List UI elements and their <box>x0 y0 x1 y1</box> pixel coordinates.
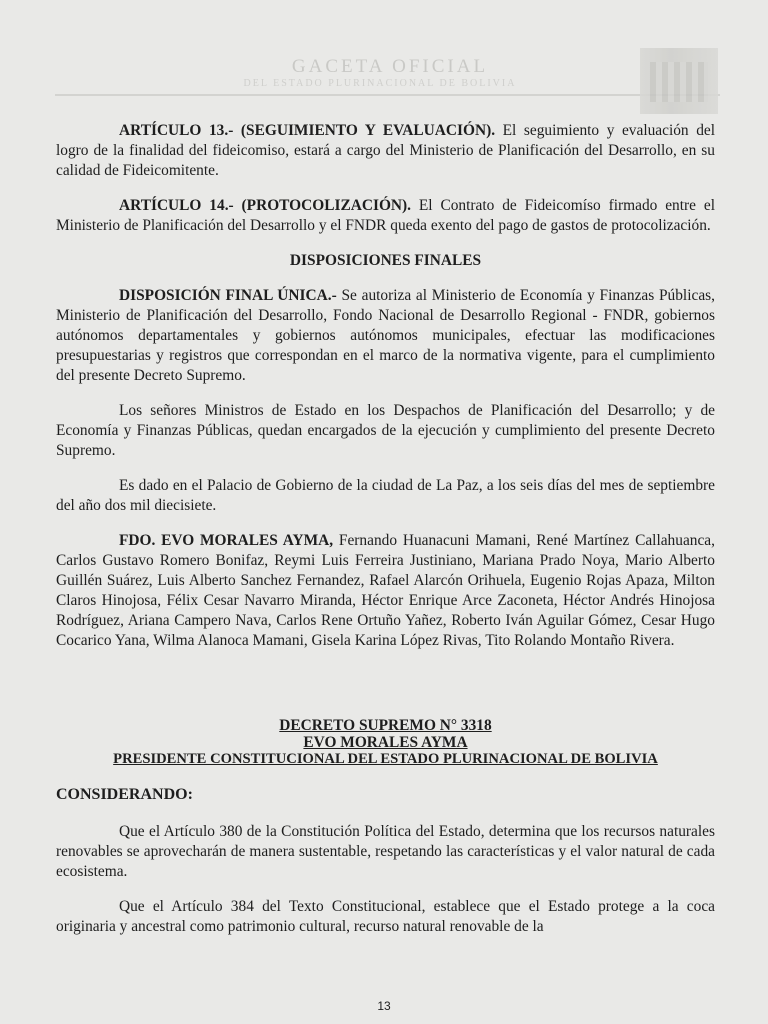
decree-role: PRESIDENTE CONSTITUCIONAL DEL ESTADO PLURINACIONAL DE BOLIVIA <box>113 751 658 768</box>
section-title-disposiciones: DISPOSICIONES FINALES <box>289 252 482 269</box>
ministros-paragraph: Los señores Ministros de Estado en los Despachos de Planificación del Desarrollo; y de Economía y Finanzas Públicas, quedan encargados de la ejecución y cumplimiento del presente Decreto Supremo. <box>56 402 715 460</box>
considerando-1: Que el Artículo 380 de la Constitución Política del Estado, determina que los recursos naturales renovables se aprovecharán de manera sustentable, respetando las características y el valor natural de cada ecosistema. <box>56 823 715 881</box>
disposicion-final <box>56 286 715 386</box>
signatures-text: Fernando Huanacuni Mamani, René Martínez Callahuanca, Carlos Gustavo Romero Bonifaz, Reymi Luis Ferreira Justiniano, Mariana Prado Noya, Mario Alberto Guillén Suárez, Luis Alberto Sanchez Fernandez, Rafael Alarcón Orihuela, Eugenio Rojas Apaza, Milton Claros Hinojosa, Félix Cesar Navarro Miranda, Héctor Enrique Arce Zaconeta, Héctor Andrés Hinojosa Rodríguez, Ariana Campero Nava, Carlos Rene Ortuño Yañez, Roberto Iván Aguilar Gómez, Cesar Hugo Cocarico Yana, Wilma Alanoca Mamani, Gisela Karina López Rivas, Tito Rolando Montaño Rivera. <box>56 532 715 650</box>
article-14 <box>56 196 715 236</box>
disposicion-final-heading: DISPOSICIÓN FINAL ÚNICA.- <box>119 287 337 305</box>
gazette-header-subtitle: DEL ESTADO PLURINACIONAL DE BOLIVIA <box>243 78 517 89</box>
gazette-emblem-icon <box>640 48 718 114</box>
article-13-heading: ARTÍCULO 13.- (SEGUIMIENTO Y EVALUACIÓN). <box>119 122 496 139</box>
article-13-text: El seguimiento y evaluación del logro de la finalidad del fideicomiso, estará a cargo del Ministerio de Planificación del Desarrollo, en su calidad de Fideicomitente. <box>56 122 715 179</box>
considerando-heading: CONSIDERANDO: <box>56 786 193 804</box>
article-13 <box>56 121 715 181</box>
signatures-heading: FDO. EVO MORALES AYMA, <box>119 532 334 550</box>
disposicion-final-text: Se autoriza al Ministerio de Economía y Finanzas Públicas, Ministerio de Planificación del Desarrollo, Fondo Nacional de Desarrollo Regional - FNDR, gobiernos autónomos departamentales y gobiernos autónomos municipales, efectuar las modificaciones presupuestarias y registros que correspondan en el marco de la normativa vigente, para el cumplimiento del presente Decreto Supremo. <box>56 287 715 385</box>
article-14-text: El Contrato de Fideicomíso firmado entre el Ministerio de Planificación del Desarrollo y el FNDR queda exento del pago de gastos de protocolización. <box>56 197 715 234</box>
dado-paragraph: Es dado en el Palacio de Gobierno de la ciudad de La Paz, a los seis días del mes de septiembre del año dos mil diecisiete. <box>56 477 715 515</box>
decree-president: EVO MORALES AYMA <box>303 734 468 752</box>
page-number: 13 <box>377 999 391 1013</box>
decree-title: DECRETO SUPREMO N° 3318 <box>279 717 492 735</box>
header-divider <box>55 94 720 96</box>
document-body <box>56 121 715 937</box>
article-14-heading: ARTÍCULO 14.- (PROTOCOLIZACIÓN). <box>119 197 412 214</box>
considerando-2: Que el Artículo 384 del Texto Constitucional, establece que el Estado protege a la coca originaria y ancestral como patrimonio cultural, recurso natural renovable de la <box>56 898 715 936</box>
gazette-header-title: GACETA OFICIAL <box>291 56 489 77</box>
signatures-paragraph <box>56 531 715 651</box>
